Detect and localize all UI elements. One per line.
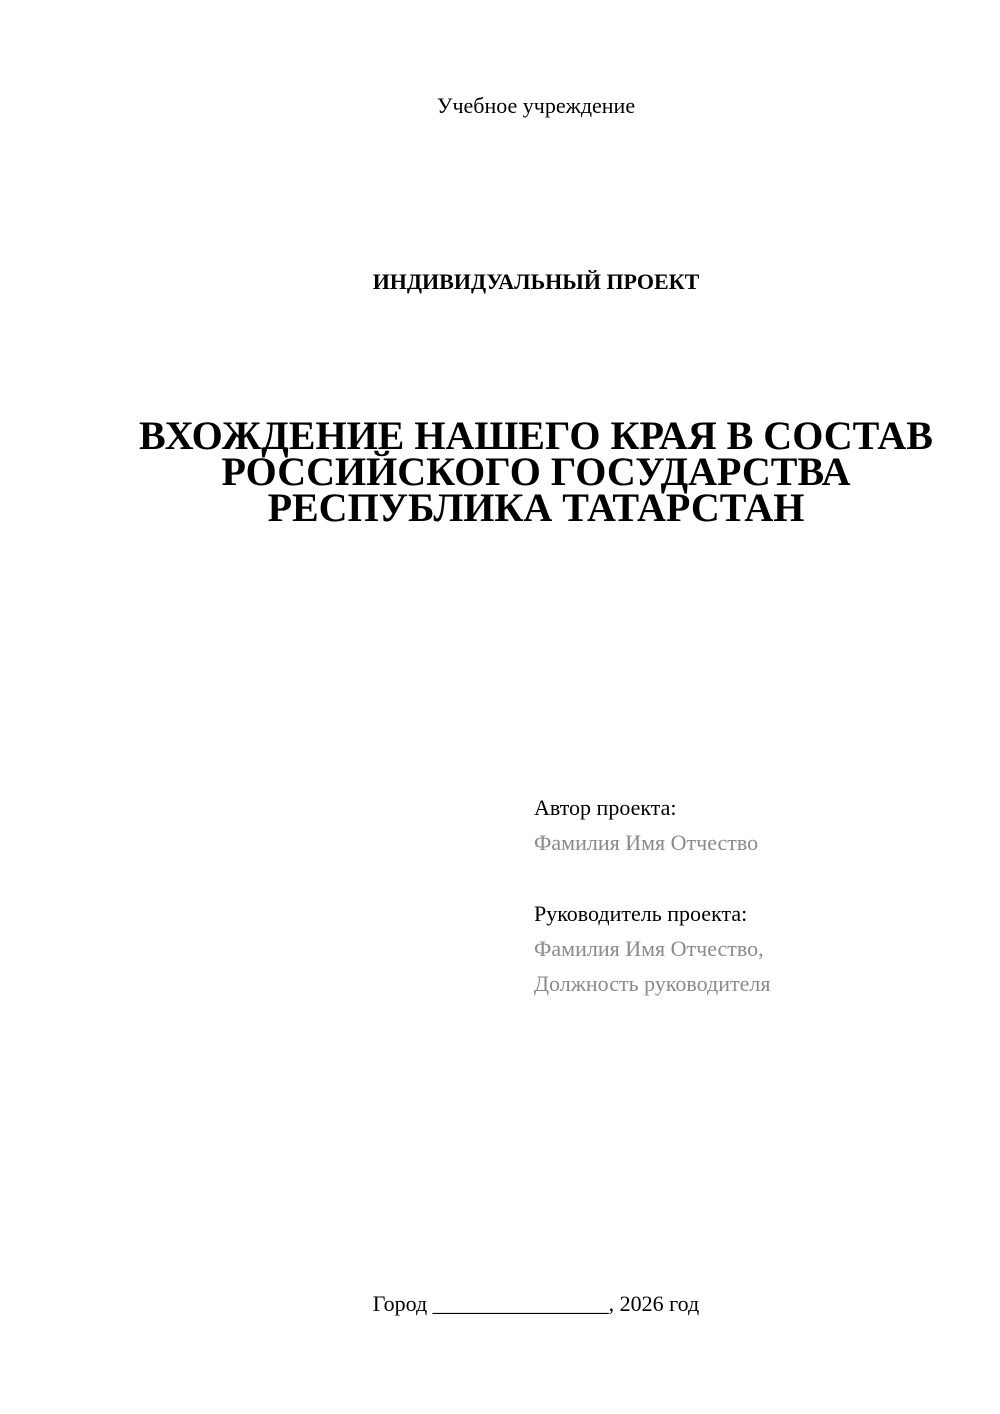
title-line-3: РЕСПУБЛИКА ТАТАРСТАН	[267, 485, 805, 530]
author-name-placeholder: Фамилия Имя Отчество	[534, 830, 759, 855]
title-line-1: ВХОЖДЕНИЕ НАШЕГО КРАЯ В СОСТАВ	[139, 413, 933, 458]
project-info-block	[534, 790, 954, 1001]
title-line-2: РОССИЙСКОГО ГОСУДАРСТВА	[221, 449, 851, 494]
city-year-line: Город ________________, 2026 год	[372, 1291, 700, 1316]
institution-name: Учебное учреждение	[436, 93, 636, 118]
supervisor-position-placeholder: Должность руководителя	[534, 971, 771, 996]
project-title	[0, 413, 1000, 530]
project-type-heading: ИНДИВИДУАЛЬНЫЙ ПРОЕКТ	[372, 269, 700, 294]
author-label: Автор проекта:	[534, 795, 677, 820]
spacer	[534, 860, 954, 896]
supervisor-label: Руководитель проекта:	[534, 901, 748, 926]
supervisor-name-placeholder: Фамилия Имя Отчество,	[534, 936, 764, 961]
